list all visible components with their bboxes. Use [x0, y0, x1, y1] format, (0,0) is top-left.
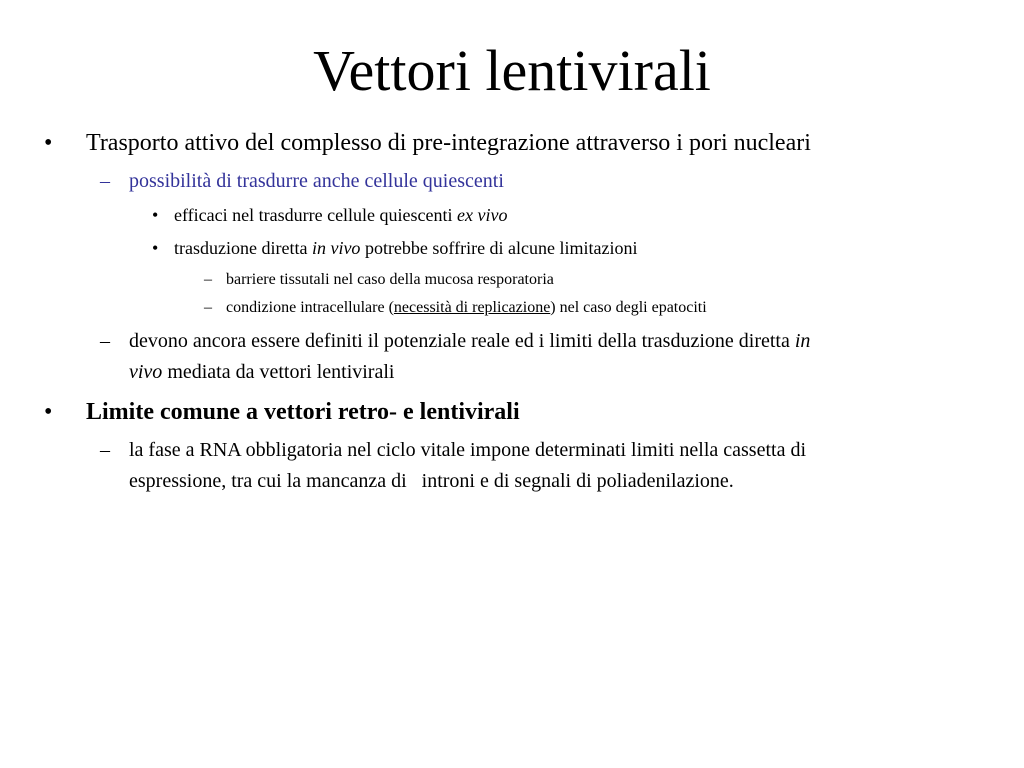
- sub-subbullet-text: [174, 203, 508, 227]
- text-span: mediata da vettori lentivirali: [162, 361, 395, 383]
- bullet-marker: •: [152, 238, 159, 258]
- level4-text: [226, 298, 707, 318]
- italic-term: in: [794, 330, 811, 352]
- subbullet-text-continued: espressione, tra cui la mancanza di introni e di segnali di poliadenilazione.: [129, 470, 734, 492]
- text-span: devono ancora essere definiti il potenziale reale ed i limiti della trasduzione diretta: [129, 330, 795, 352]
- sub-subbullet-text: [174, 236, 638, 260]
- underlined-term: necessità di replicazione: [393, 299, 551, 316]
- text-span: ) nel caso degli epatociti: [550, 299, 707, 316]
- text-span: potrebbe soffrire di alcune limitazioni: [360, 238, 638, 258]
- subbullet-text-continued: [129, 359, 394, 385]
- bullet-text: Limite comune a vettori retro- e lentivirali: [86, 399, 520, 425]
- subbullet-text: possibilità di trasdurre anche cellule quiescenti: [129, 170, 504, 192]
- italic-term: ex vivo: [457, 205, 508, 225]
- subbullet-text: [129, 328, 810, 354]
- page-title: Vettori lentivirali: [313, 38, 711, 103]
- bullet-marker: •: [44, 399, 53, 425]
- italic-term: vivo: [129, 361, 163, 383]
- text-span: condizione intracellulare (: [226, 299, 394, 316]
- level4-text: barriere tissutali nel caso della mucosa resporatoria: [226, 271, 554, 288]
- bullet-marker: •: [44, 130, 53, 156]
- bullet-marker: •: [152, 205, 159, 225]
- bullet-text: Trasporto attivo del complesso di pre-integrazione attraverso i pori nucleari: [86, 130, 811, 156]
- italic-term: in vivo: [311, 238, 361, 258]
- text-span: trasduzione diretta: [174, 238, 312, 258]
- text-span: efficaci nel trasdurre cellule quiescenti: [174, 205, 458, 225]
- subbullet-text: la fase a RNA obbligatoria nel ciclo vitale impone determinati limiti nella cassetta di: [129, 439, 807, 461]
- dash-marker: –: [204, 299, 212, 316]
- dash-marker: –: [100, 170, 110, 192]
- dash-marker: –: [100, 330, 110, 352]
- dash-marker: –: [100, 439, 110, 461]
- dash-marker: –: [204, 271, 212, 288]
